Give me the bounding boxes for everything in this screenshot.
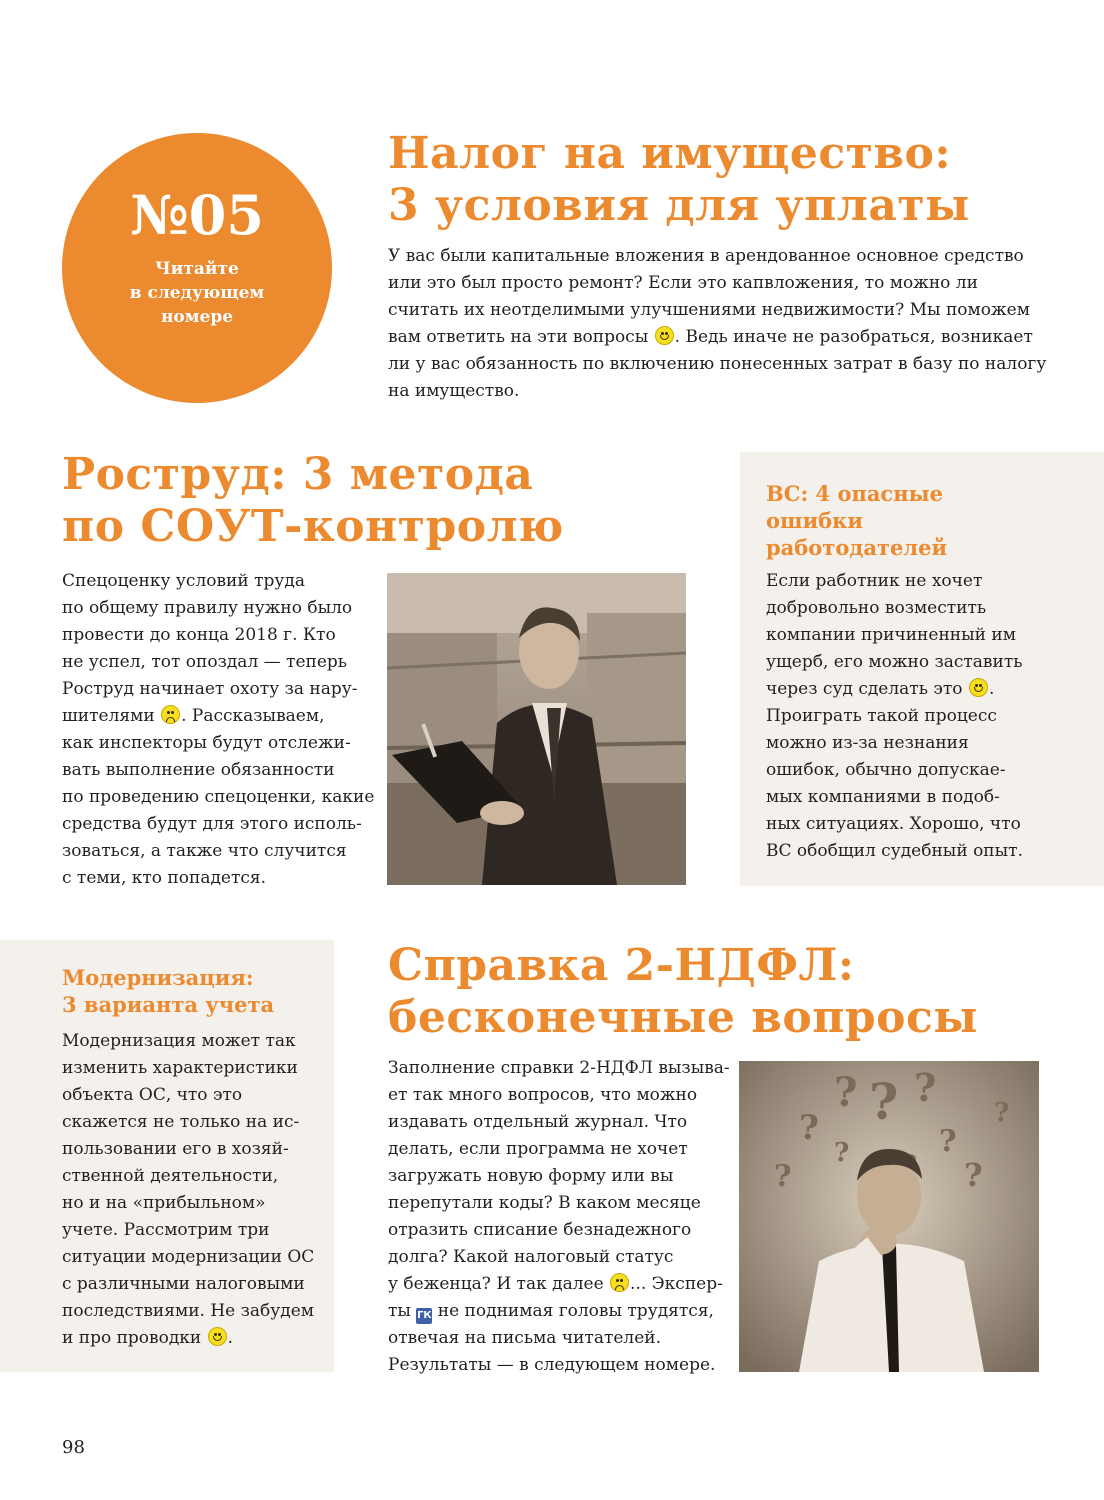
sad-face-icon	[161, 705, 180, 724]
ndfl-title: Справка 2-НДФЛ: бесконечные вопросы	[388, 940, 978, 1043]
svg-text:?: ?	[834, 1069, 858, 1116]
vs-title: ВС: 4 опасные ошибки работодателей	[766, 481, 948, 560]
modern-body: Модернизация может так изменить характеристики объекта ОС, что это скажется не только на ис- пользовании его в хозяй- ственной деятельности, но и на «прибыльном» учете. Рассмотрим три ситуации модернизации ОС с различными налоговыми последствиями. Не забудем и про проводки .	[62, 1031, 315, 1348]
svg-text:?: ?	[774, 1159, 792, 1194]
svg-text:?: ?	[799, 1108, 819, 1148]
magazine-logo-icon: ГК	[416, 1308, 432, 1324]
svg-text:?: ?	[869, 1072, 899, 1131]
inspector-photo	[387, 573, 686, 885]
questions-photo	[739, 1061, 1039, 1372]
property-tax-title: Налог на имущество: 3 условия для уплаты	[388, 128, 970, 231]
smile-icon	[969, 678, 988, 697]
svg-text:?: ?	[994, 1098, 1010, 1128]
property-tax-body: У вас были капитальные вложения в арендованное основное средство или это был просто ремонт? Если это капвложения, то можно ли считать их неотделимыми улучшениями недвижимости? Мы поможем вам ответить на эти вопросы . Ведь иначе не разобраться, возникает ли у вас обязанность по включению понесенных затрат в базу по налогу на имущество.	[388, 246, 1047, 401]
svg-text:?: ?	[914, 1065, 937, 1110]
vs-body: Если работник не хочет добровольно возместить компании причиненный им ущерб, его можно заставить через суд сделать это . Проиграть такой процесс можно из-за незнания ошибок, обычно допускае- мых компаниями в подоб- ных ситуациях. Хорошо, что ВС обобщил судебный опыт.	[766, 571, 1023, 861]
page-number: 98	[62, 1437, 85, 1458]
issue-number: №05	[130, 183, 264, 247]
issue-badge	[62, 133, 332, 403]
svg-text:?: ?	[964, 1156, 983, 1194]
rostrud-title: Роструд: 3 метода по СОУТ-контролю	[62, 449, 564, 552]
rostrud-body: Спецоценку условий труда по общему правилу нужно было провести до конца 2018 г. Кто не успел, тот опоздал — теперь Роструд начинает охоту за нару- шителями . Рассказываем, как инспекторы будут отслежи- вать выполнение обязанности по проведению спецоценки, какие средства будут для этого исполь- зоваться, а также что случится с теми, кто попадется.	[62, 571, 375, 888]
smile-icon	[208, 1327, 227, 1346]
svg-text:?: ?	[834, 1138, 850, 1168]
issue-teaser: Читайте в следующем номере	[129, 259, 265, 327]
modern-title: Модернизация: 3 варианта учета	[62, 965, 275, 1017]
sad-face-icon	[610, 1273, 629, 1292]
ndfl-body: Заполнение справки 2-НДФЛ вызыва- ет так много вопросов, что можно издавать отдельный журнал. Что делать, если программа не хочет загружать новую форму или вы перепутали коды? В каком месяце отразить списание безнадежного долга? Какой налоговый статус у беженца? И так далее ... Экспер- ты ГК не поднимая головы трудятся, отвечая на письма читателей. Результаты — в следующем номере.	[388, 1058, 730, 1375]
smile-icon	[655, 326, 674, 345]
svg-text:?: ?	[939, 1124, 957, 1159]
